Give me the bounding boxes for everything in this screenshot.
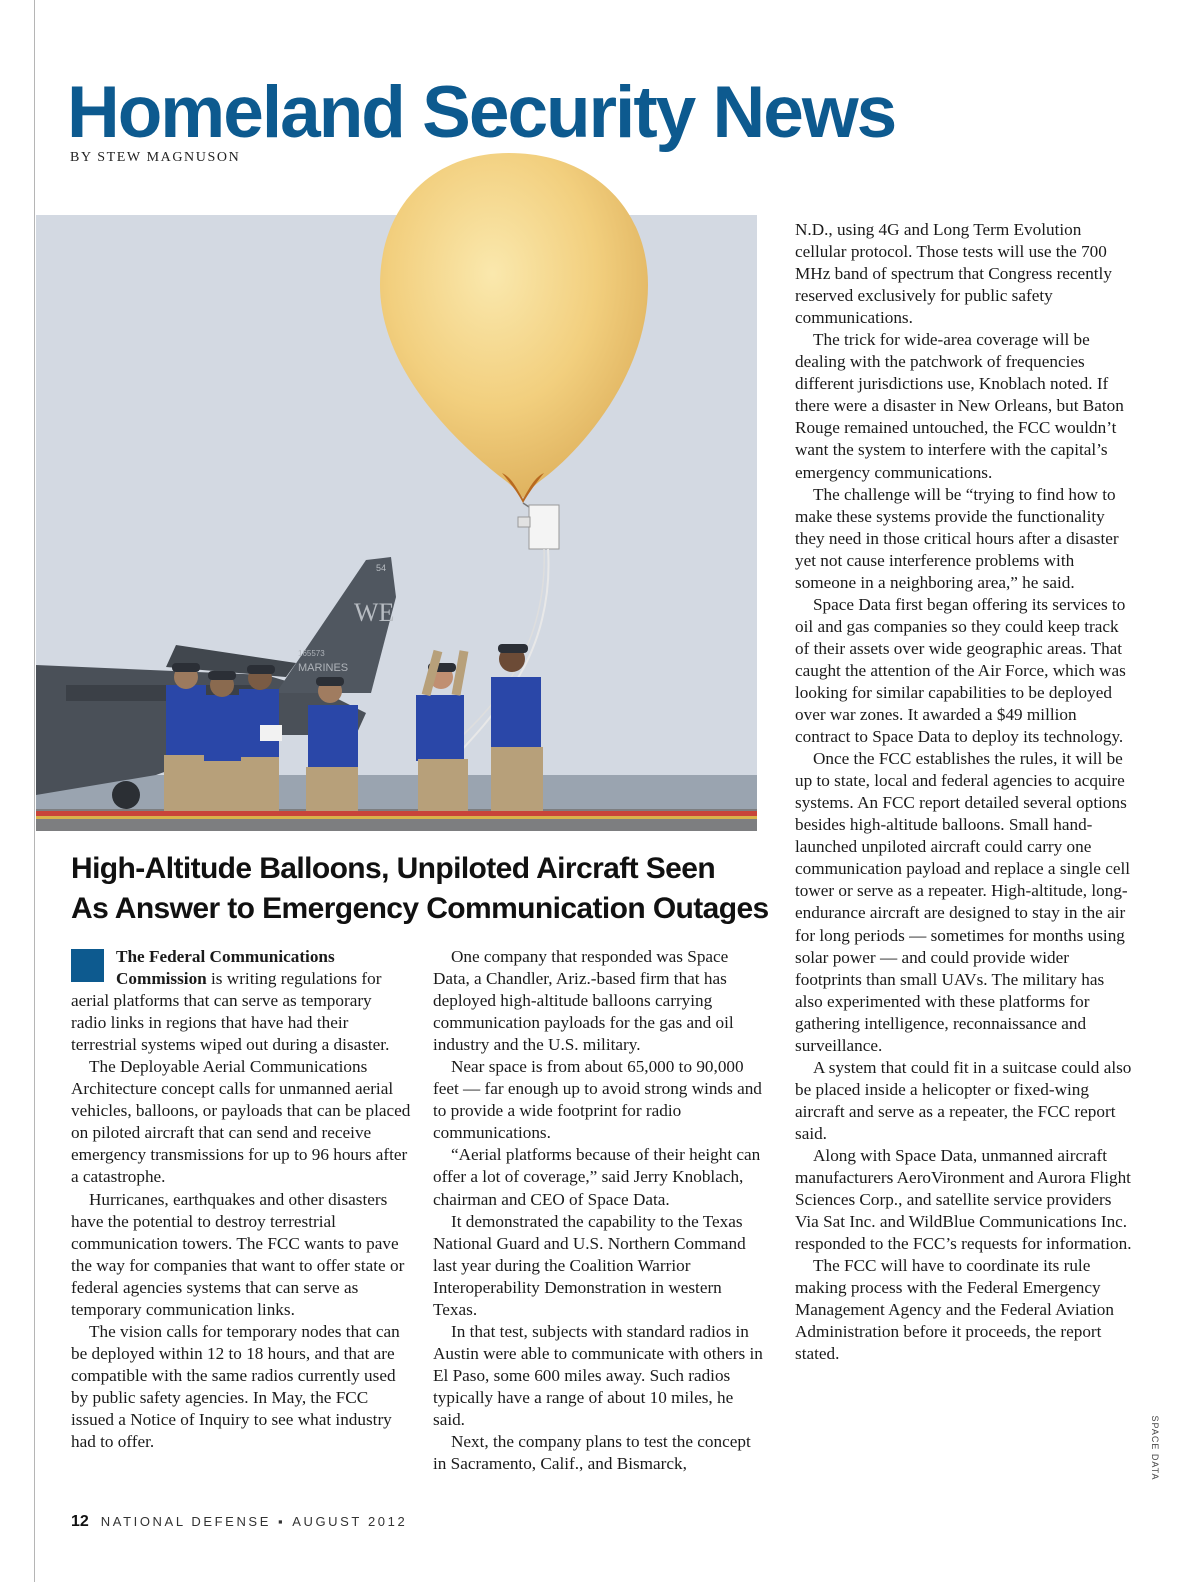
article-column-1 bbox=[71, 946, 411, 1453]
paragraph: The Deployable Aerial Communications Architecture concept calls for unmanned aerial vehicles, balloons, or payloads that can be placed on piloted aircraft that can send and receive emergency transmissions for up to 96 hours after a catastrophe. bbox=[71, 1057, 411, 1187]
drop-cap-square bbox=[71, 949, 104, 982]
deck-edge bbox=[36, 816, 757, 819]
page-margin-rule bbox=[34, 0, 35, 1582]
paragraph: The vision calls for temporary nodes that can be deployed within 12 to 18 hours, and that are compatible with the same radios currently used by public safety agencies. In May, the FCC issued a Notice of Inquiry to see what industry had to offer. bbox=[71, 1321, 400, 1452]
paragraph: The trick for wide-area coverage will be dealing with the patchwork of frequencies different jurisdictions use, Knoblach noted. If there were a disaster in New Orleans, but Baton Rouge remained untouched, the FCC wouldn’t want the system to interfere with the capital’s emergency communications. bbox=[795, 330, 1124, 482]
article-column-3 bbox=[795, 219, 1135, 1365]
paragraph: Along with Space Data, unmanned aircraft manufacturers AeroVironment and Aurora Flight Sciences Corp., and satellite service providers Via Sat Inc. and WildBlue Communications Inc. responded to the FCC’s requests for information. bbox=[795, 1145, 1132, 1254]
jet-modex: 54 bbox=[376, 563, 387, 573]
jet-marines-text: MARINES bbox=[298, 662, 349, 674]
paragraph: In that test, subjects with standard radios in Austin were able to communicate with others in El Paso, some 600 miles away. Such radios typically have a range of about 10 miles, he said. bbox=[433, 1321, 763, 1429]
lead-photo bbox=[36, 215, 757, 831]
headline-line-2: As Answer to Emergency Communication Outages bbox=[71, 892, 769, 925]
paragraph: Space Data first began offering its services to oil and gas companies so they could keep track of their assets over wide geographic areas. That caught the attention of the Air Force, which was looking for similar capabilities to be deployed over war zones. It awarded a $49 million contract to Space Data to deploy its technology. bbox=[795, 594, 1126, 747]
footer-separator: ▪ bbox=[277, 1514, 286, 1529]
jet-tail-number: 165573 bbox=[298, 649, 325, 658]
article-headline bbox=[71, 849, 771, 929]
publication-name: NATIONAL DEFENSE bbox=[100, 1514, 271, 1529]
paragraph: A system that could fit in a suitcase could also be placed inside a helicopter or fixed-wing aircraft and serve as a repeater, the FCC report said. bbox=[795, 1057, 1132, 1143]
paragraph: It demonstrated the capability to the Texas National Guard and U.S. Northern Command last year during the Coalition Warrior Interoperability Demonstration in western Texas. bbox=[433, 1211, 746, 1319]
paragraph: Near space is from about 65,000 to 90,000 feet — far enough up to avoid strong winds and to provide a wide footprint for radio communications. bbox=[433, 1057, 762, 1143]
paragraph bbox=[71, 946, 411, 1056]
deck-stripe bbox=[36, 811, 757, 816]
page-number: 12 bbox=[71, 1513, 89, 1530]
paragraph: Hurricanes, earthquakes and other disasters have the potential to destroy terrestrial communication towers. The FCC wants to pave the way for companies that want to offer state or federal agencies systems that can serve as temporary communication links. bbox=[71, 1189, 405, 1319]
paragraph: The challenge will be “trying to find how to make these systems provide the functionality they need in those critical hours after a disaster yet not cause interference problems with someone in a neighboring area,” he said. bbox=[795, 484, 1119, 592]
paragraph: “Aerial platforms because of their height can offer a lot of coverage,” said Jerry Knoblach, chairman and CEO of Space Data. bbox=[433, 1145, 761, 1209]
page-footer bbox=[71, 1513, 407, 1531]
jet-tail-code: WE bbox=[354, 598, 395, 627]
paragraph: N.D., using 4G and Long Term Evolution cellular protocol. Those tests will use the 700 MHz band of spectrum that Congress recently reserved exclusively for public safety communications. bbox=[795, 220, 1112, 328]
lead-in: The Federal Communications Commission bbox=[116, 947, 335, 989]
sea bbox=[36, 775, 757, 813]
article-column-2 bbox=[433, 946, 768, 1475]
photo-credit bbox=[1146, 1415, 1164, 1481]
photo-illustration bbox=[36, 215, 757, 831]
marine-1 bbox=[164, 663, 208, 811]
paragraph: Next, the company plans to test the concept in Sacramento, Calif., and Bismarck, bbox=[433, 1432, 751, 1474]
section-title: Homeland Security News bbox=[67, 72, 896, 153]
paragraph: Once the FCC establishes the rules, it will be up to state, local and federal agencies to acquire systems. An FCC report detailed several options besides high-altitude balloons. Small hand-launched unpiloted aircraft could carry one communication payload and replace a single cell tower or serve as a repeater. High-altitude, long-endurance aircraft are designed to stay in the air for long periods — sometimes for months using solar power — and could provide wider footprints than small UAVs. The military has also experimented with these platforms for gathering intelligence, reconnaissance and surveillance. bbox=[795, 749, 1131, 1055]
payload-box bbox=[529, 505, 559, 549]
paragraph: The FCC will have to coordinate its rule making process with the Federal Emergency Management Agency and the Federal Aviation Administration before it proceeds, the report stated. bbox=[795, 1256, 1114, 1364]
headline-line-1: High-Altitude Balloons, Unpiloted Aircraft Seen bbox=[71, 852, 716, 885]
paragraph: One company that responded was Space Data, a Chandler, Ariz.-based firm that has deployed high-altitude balloons carrying communication payloads for the gas and oil industry and the U.S. military. bbox=[433, 947, 734, 1055]
paragraph-text: is writing regulations for aerial platforms that can serve as temporary radio links in regions that have had their terrestrial systems wiped out during a disaster. bbox=[71, 969, 390, 1055]
issue-date: AUGUST 2012 bbox=[292, 1514, 408, 1529]
photo-credit-text: SPACE DATA bbox=[1150, 1415, 1160, 1481]
byline: BY STEW MAGNUSON bbox=[70, 150, 241, 165]
